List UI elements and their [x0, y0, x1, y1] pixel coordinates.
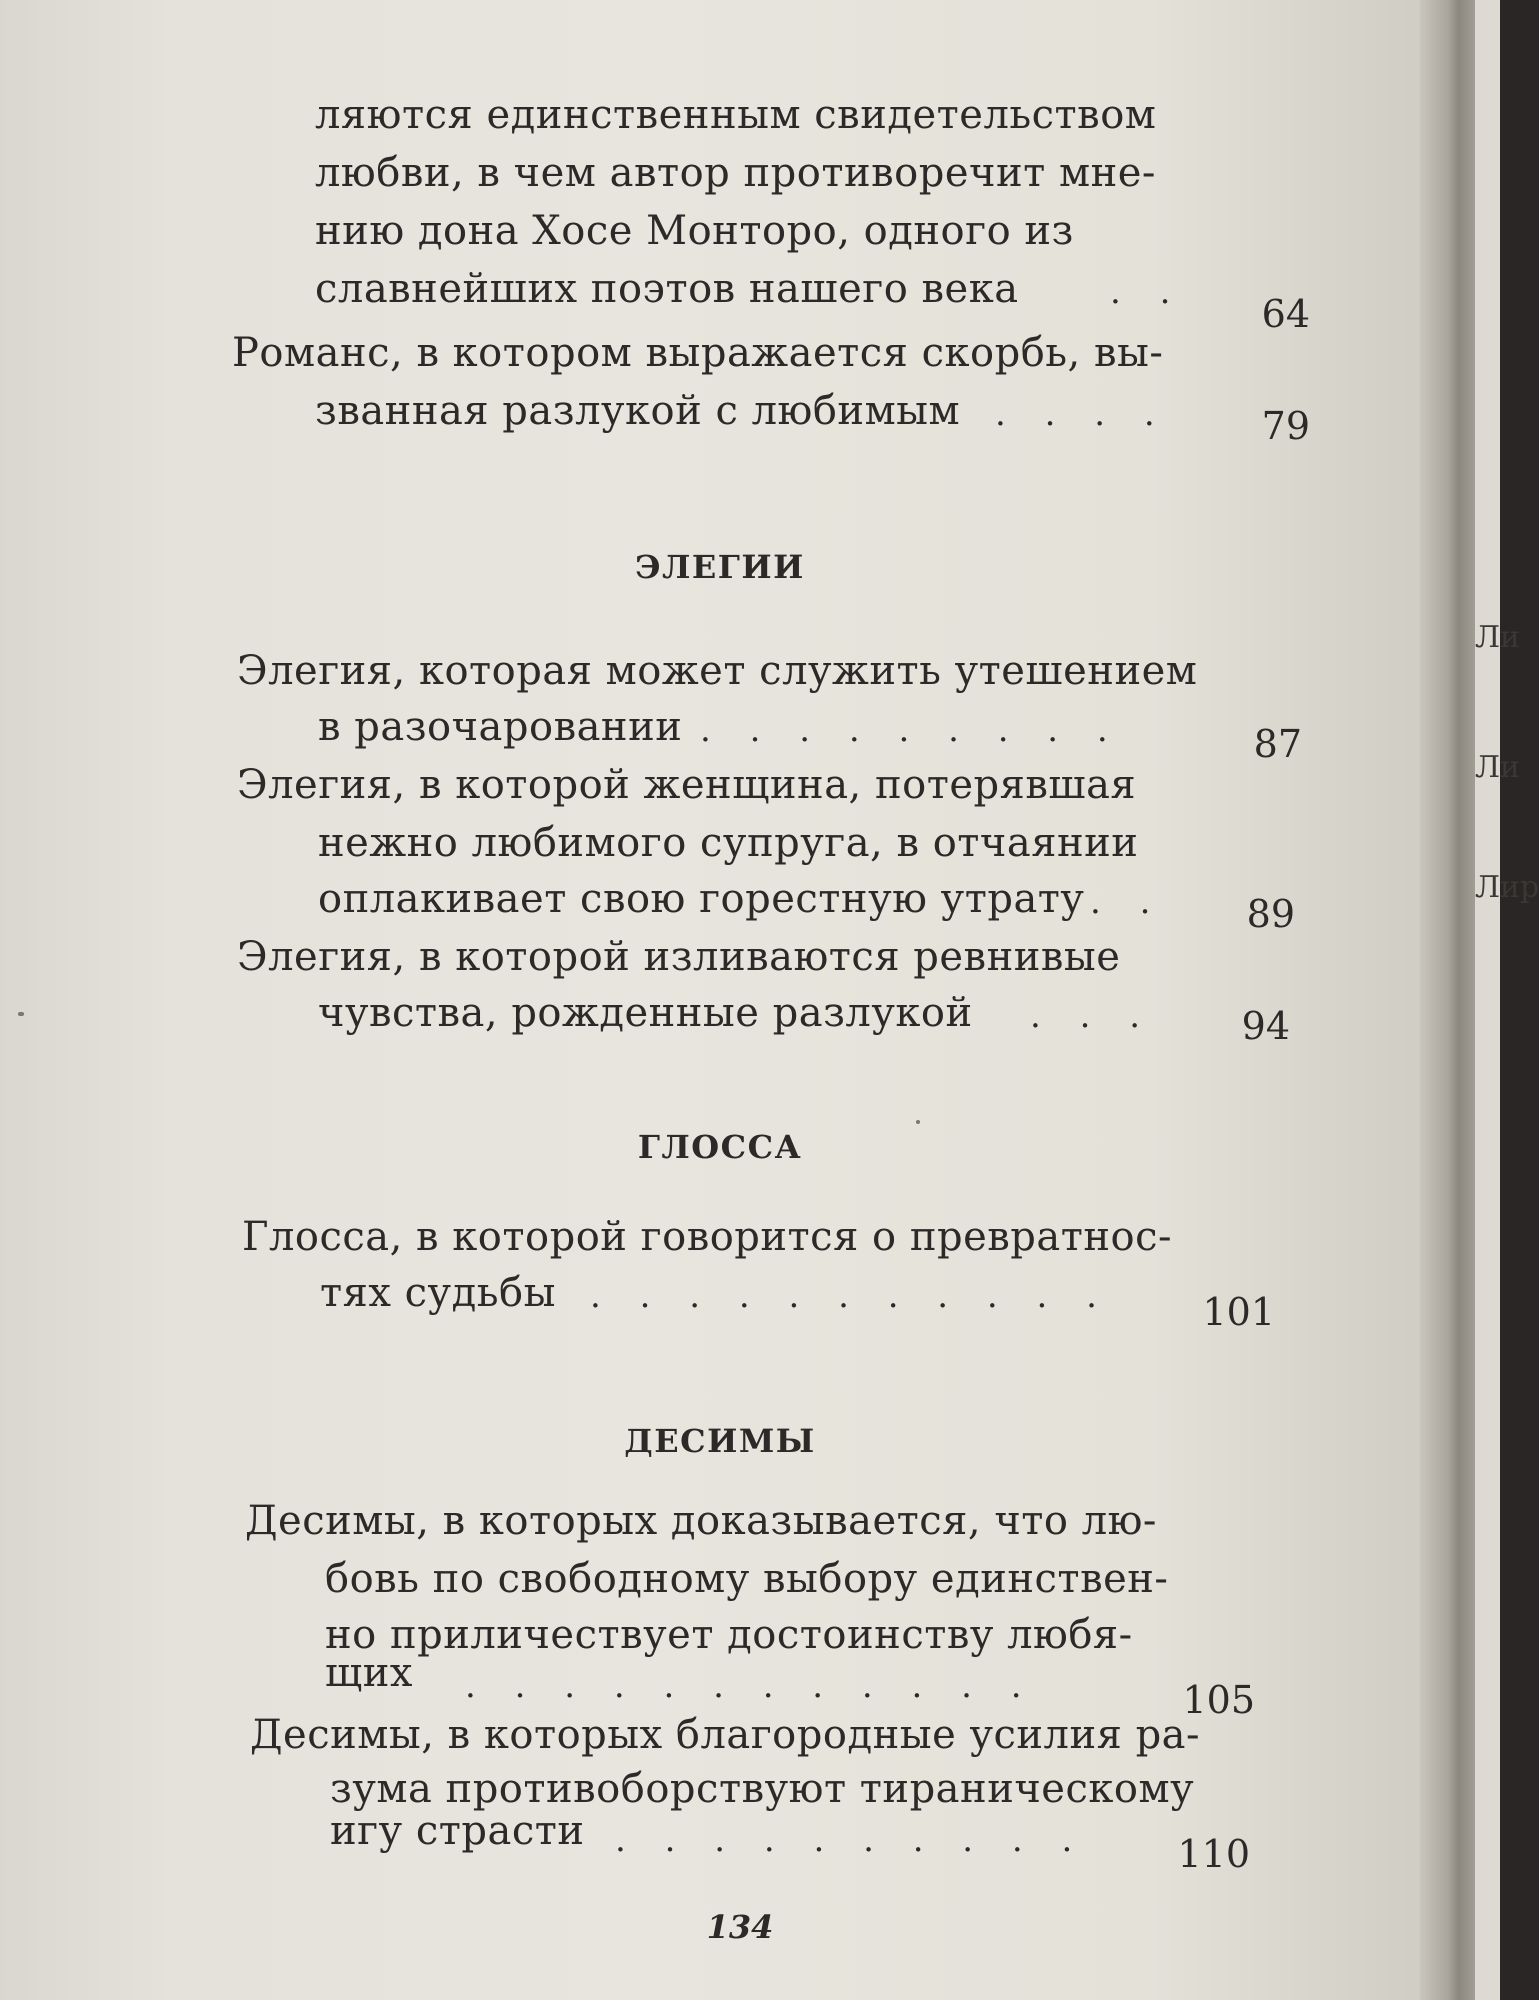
toc-entry-line: в разочаровании: [318, 704, 683, 750]
dot-leader: . .: [1090, 882, 1165, 922]
page-ref: 110: [1177, 1832, 1250, 1876]
toc-entry-line: но приличествует достоинству любя-: [325, 1612, 1133, 1658]
page-ref: 87: [1253, 722, 1302, 766]
next-page-fragment: Лир: [1475, 870, 1539, 905]
dot-leader: . . . . . . . . . .: [615, 1820, 1087, 1860]
section-heading: ДЕСИМЫ: [624, 1422, 816, 1460]
dot-leader: . . . .: [995, 394, 1169, 434]
page-ref: 89: [1246, 892, 1295, 936]
page-ref: 94: [1241, 1004, 1290, 1048]
toc-entry-line: Элегия, в которой женщина, потерявшая: [237, 762, 1137, 808]
dot-leader: . . . . . . . . . . .: [590, 1276, 1111, 1316]
toc-entry-line: Глосса, в которой говорится о превратнос-: [242, 1214, 1173, 1260]
next-page-fragment: Ли: [1475, 750, 1521, 785]
paper-speck: [916, 1120, 920, 1124]
toc-entry-line: нию дона Хосе Монторо, одного из: [315, 208, 1074, 254]
page-ref: 79: [1261, 404, 1310, 448]
toc-entry-line: любви, в чем автор противоречит мне-: [315, 150, 1156, 196]
toc-entry-line: Десимы, в которых благородные усилия ра-: [250, 1712, 1201, 1758]
section-heading: ГЛОССА: [637, 1128, 803, 1166]
toc-entry-line: званная разлукой с любимым: [315, 388, 961, 434]
toc-entry-line: чувства, рожденные разлукой: [318, 990, 973, 1036]
toc-entry-line: игу страсти: [330, 1808, 585, 1854]
toc-entry-line: славнейших поэтов нашего века: [315, 266, 1019, 312]
dot-leader: . .: [1110, 272, 1185, 312]
toc-entry-line: щих: [325, 1650, 413, 1696]
toc-entry-line: Десимы, в которых доказывается, что лю-: [245, 1498, 1157, 1544]
next-page-fragment: Ли: [1475, 620, 1521, 655]
toc-entry-line: тях судьбы: [320, 1270, 556, 1316]
toc-entry-line: Элегия, которая может служить утешением: [237, 648, 1198, 694]
toc-entry-line: нежно любимого супруга, в отчаянии: [318, 820, 1139, 866]
toc-entry-line: Романс, в котором выражается скорбь, вы-: [232, 330, 1164, 376]
toc-entry-line: зума противоборствуют тираническому: [330, 1766, 1195, 1812]
toc-entry-line: ляются единственным свидетельством: [315, 92, 1157, 138]
paper-speck: [18, 1012, 24, 1016]
toc-entry-line: оплакивает свою горестную утрату: [318, 876, 1085, 922]
page-ref: 64: [1261, 292, 1310, 336]
page-ref: 105: [1182, 1678, 1255, 1722]
section-heading: ЭЛЕГИИ: [635, 548, 805, 586]
dot-leader: . . . . . . . . . . . .: [465, 1666, 1036, 1706]
dot-leader: . . . . . . . . .: [700, 710, 1122, 750]
toc-entry-line: Элегия, в которой изливаются ревнивые: [237, 934, 1121, 980]
page-number: 134: [706, 1908, 774, 1946]
toc-entry-line: бовь по свободному выбору единствен-: [325, 1556, 1169, 1602]
next-page-edge: [1475, 0, 1539, 2000]
page-ref: 101: [1202, 1290, 1275, 1334]
dot-leader: . . .: [1030, 996, 1155, 1036]
